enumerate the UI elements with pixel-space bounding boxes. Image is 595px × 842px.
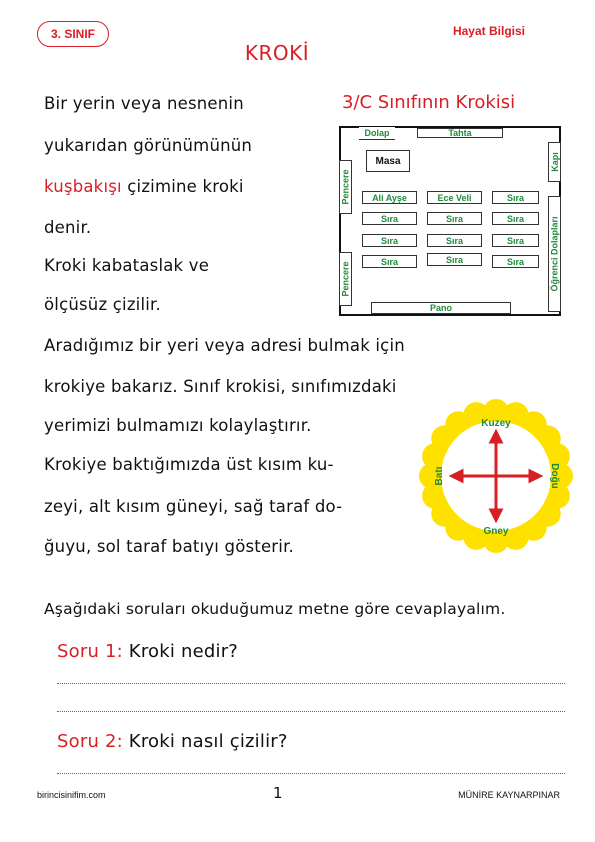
text-line: yerimizi bulmamızı kolaylaştırır.	[44, 416, 312, 435]
text-line: Aradığımız bir yeri veya adresi bulmak için	[44, 336, 405, 355]
desk: Sıra	[492, 212, 539, 225]
question-2	[57, 731, 288, 752]
teacher-desk: Masa	[366, 150, 410, 172]
desk: Ali Ayşe	[362, 191, 417, 204]
classroom-map	[339, 126, 561, 316]
east-label: Doğu	[549, 463, 560, 489]
west-label: Batı	[434, 466, 445, 486]
text-line: Krokiye baktığımızda üst kısım ku-	[44, 455, 334, 474]
window-top-label: Pencere	[339, 160, 352, 214]
desk: Sıra	[362, 255, 417, 268]
highlight-word: kuşbakışı	[44, 177, 122, 196]
text-line: Kroki kabataslak ve	[44, 256, 210, 275]
question-2-label: Soru 2:	[57, 731, 123, 752]
compass-rose	[418, 398, 574, 554]
page-title: KROKİ	[244, 41, 310, 65]
desk: Sıra	[362, 212, 417, 225]
desk: Sıra	[492, 255, 539, 268]
footer-site: birincisinifim.com	[37, 790, 106, 800]
desk: Sıra	[427, 212, 482, 225]
desk: Sıra	[492, 234, 539, 247]
grade-badge: 3. SINIF	[37, 21, 109, 47]
text-line: yukarıdan görünümünün	[44, 136, 253, 155]
answer-line[interactable]	[57, 683, 565, 684]
question-1	[57, 641, 238, 662]
cupboard-label: Dolap	[359, 127, 395, 140]
desk: Sıra	[427, 253, 482, 266]
window-bottom-label: Pencere	[339, 252, 352, 306]
desk: Sıra	[492, 191, 539, 204]
question-1-text: Kroki nedir?	[122, 641, 239, 662]
text-line: zeyi, alt kısım güneyi, sağ taraf do-	[44, 497, 343, 516]
footer-author: MÜNİRE KAYNARPINAR	[458, 790, 560, 800]
text-line: Bir yerin veya nesnenin	[44, 94, 244, 113]
text-line: denir.	[44, 218, 92, 237]
text-line: ölçüsüz çizilir.	[44, 295, 161, 314]
answer-line[interactable]	[57, 773, 565, 774]
subject-label: Hayat Bilgisi	[452, 24, 525, 38]
text-line: krokiye bakarız. Sınıf krokisi, sınıfımızdaki	[44, 377, 397, 396]
questions-intro: Aşağıdaki soruları okuduğumuz metne göre cevaplayalım.	[44, 600, 506, 618]
page-number: 1	[273, 784, 283, 802]
text-line: ğuyu, sol taraf batıyı gösterir.	[44, 537, 294, 556]
south-label: Gney	[483, 526, 509, 537]
board-pano-label: Pano	[371, 302, 511, 314]
desk: Ece Veli	[427, 191, 482, 204]
question-2-text: Kroki nasıl çizilir?	[122, 731, 288, 752]
north-label: Kuzey	[481, 418, 511, 429]
desk: Sıra	[427, 234, 482, 247]
board-label: Tahta	[417, 128, 503, 138]
desk: Sıra	[362, 234, 417, 247]
student-lockers-label: Öğrenci Dolapları	[548, 196, 561, 312]
door-label: Kapı	[548, 142, 561, 182]
answer-line[interactable]	[57, 711, 565, 712]
text-line: kuşbakışı çizimine kroki	[44, 177, 244, 196]
question-1-label: Soru 1:	[57, 641, 123, 662]
map-title: 3/C Sınıfının Krokisi	[342, 92, 516, 113]
